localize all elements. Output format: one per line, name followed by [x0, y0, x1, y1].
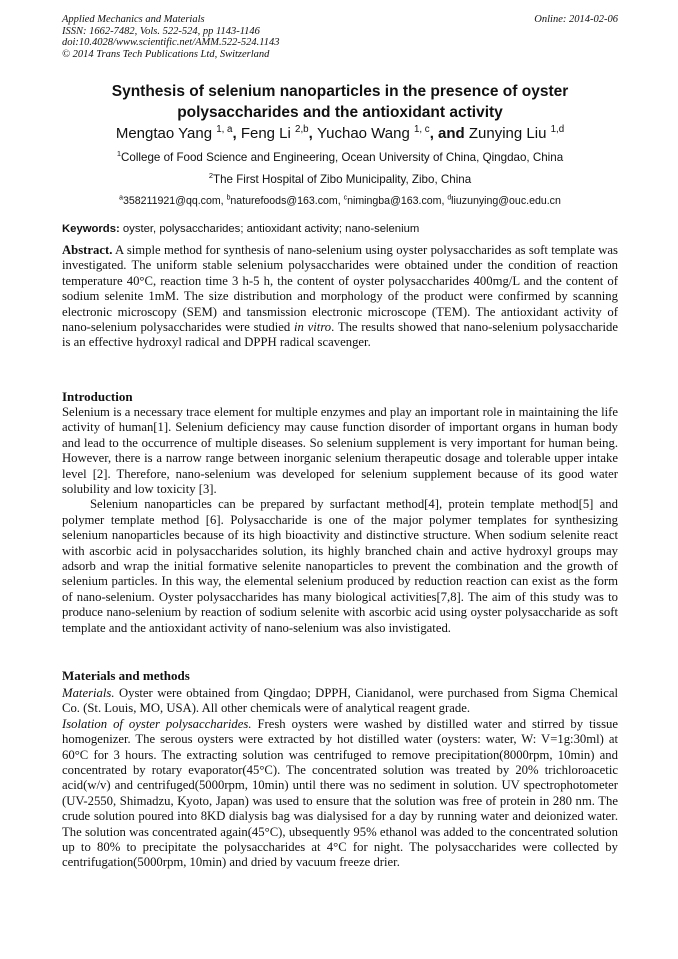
- affiliation-1: [62, 151, 618, 165]
- email-list: [62, 195, 618, 208]
- affiliation-text: College of Food Science and Engineering, Ocean University of China, Qingdao, China: [121, 151, 564, 164]
- journal-header: [62, 14, 618, 60]
- methods-section: [62, 668, 618, 871]
- keywords-text: oyster, polysaccharides; antioxidant activity; nano-selenium: [119, 223, 420, 235]
- email-text: nimingba@163.com,: [347, 195, 448, 207]
- introduction-section: [62, 389, 618, 636]
- abstract: [62, 243, 618, 351]
- journal-name: Applied Mechanics and Materials: [62, 14, 205, 25]
- keywords-label: Keywords:: [62, 223, 120, 235]
- author-list: [62, 125, 618, 143]
- author-name: Feng Li: [240, 125, 291, 142]
- materials-text: Oyster were obtained from Qingdao; DPPH, Cianidanol, were purchased from Sigma Chemical Co. (St. Louis, MO, USA). All other chemicals were of analytical reagent grade.: [62, 686, 618, 716]
- author-separator: ,: [232, 125, 241, 142]
- email-superscript: a: [119, 194, 123, 202]
- online-date: Online: 2014-02-06: [534, 14, 618, 25]
- issn-line: ISSN: 1662-7482, Vols. 522-524, pp 1143-1146: [62, 25, 260, 37]
- abstract-paragraph: [62, 243, 618, 351]
- abstract-italic: in vitro: [294, 320, 332, 335]
- email-superscript: b: [226, 194, 231, 202]
- isolation-label: Isolation of oyster polysaccharides.: [62, 716, 252, 731]
- introduction-heading: Introduction: [62, 389, 133, 404]
- author-separator: , and: [429, 125, 469, 142]
- abstract-text-end: . The results showed that nano-selenium polysaccharide is an effective hydroxyl radical and DPPH radical scavenger.: [62, 320, 618, 350]
- doi-line: doi:10.4028/www.scientific.net/AMM.522-524.1143: [62, 37, 280, 48]
- author-name: Mengtao Yang: [115, 125, 213, 142]
- isolation-text: Fresh oysters were washed by distilled water and stirred by tissue homogenizer. The serous oysters were extracted by hot distilled water (oysters: water, W: V=1g:30ml) at 60°C for 3 hours. The extracting solution was centrifuged to remove precipitation(8000rpm, 10min) and concentrated by rotary evaporator(45°C). The concentrated solution was treated by 20% trichloroacetic acid(w/v) and centrifuged(5000rpm, 10min) until there was no sediment in solution. UV spectrophotometer (UV-2550, Shimadzu, Kyoto, Japan) was used to ensure that the solution was free of protein in 280 nm. The crude solution poured into 8KD dialysis bag was dialysised for a day by running water and deionized water. The solution was concentrated again(45°C), ubsequently 95% ethanol was added to the concentrated solution up to 80% to precipitate the polysaccharides at 4°C for night. The polysaccharides were collected by centrifugation(5000rpm, 10min) and dried by vacuum freeze drier.: [62, 716, 618, 870]
- author-superscript: 2,b: [295, 124, 309, 135]
- methods-heading: Materials and methods: [62, 668, 190, 683]
- email-text: liuzunying@ouc.edu.cn: [451, 195, 561, 207]
- abstract-label: Abstract.: [62, 243, 113, 257]
- affiliation-2: [62, 173, 618, 187]
- author-superscript: 1, c: [413, 124, 430, 135]
- author-superscript: 1, a: [216, 124, 233, 135]
- author-separator: ,: [308, 125, 317, 142]
- email-superscript: d: [447, 194, 452, 202]
- materials-paragraph: [62, 686, 618, 717]
- copyright-line: © 2014 Trans Tech Publications Ltd, Switzerland: [62, 48, 270, 60]
- email-text: naturefoods@163.com,: [230, 195, 344, 207]
- author-superscript: 1,d: [550, 124, 565, 135]
- author-name: Yuchao Wang: [316, 125, 410, 142]
- email-text: 358211921@qq.com,: [122, 195, 227, 207]
- title-line-2: polysaccharides and the antioxidant activity: [177, 104, 503, 121]
- author-name: Zunying Liu: [468, 125, 547, 142]
- abstract-text: A simple method for synthesis of nano-selenium using oyster polysaccharides as soft template was investigated. The uniform stable selenium polysaccharides were obtained under the condition of reaction temperature 40°C, reaction time 3 h-5 h, the content of oyster polysaccharides 400mg/L and the content of sodium selenite 1mM. The size distribution and morphology of the product were confirmed by scanning electronic microscopy (SEM) and tansmission electronic microscope (TEM). The antioxidant activity of nano-selenium polysaccharides were studied: [62, 243, 618, 335]
- introduction-paragraph-2: Selenium nanoparticles can be prepared by surfactant method[4], protein template method[5] and polymer template method [6]. Polysaccharide is one of the major polymer templates for synthesizing selenium nanoparticles because of its high bioactivity and distinctive structure. When sodium selenite react with ascorbic acid in polysaccharides solution, its highly branched chain and active hydroxyl groups may adsorb and wrap the initial formative selenite nanoparticles to prevent the combination and the growth of selenium particles. In this way, the elemental selenium produced by reduction reaction can exist as the form of nano-selenium. Oyster polysaccharides has many biological activities[7,8]. The aim of this study was to produce nano-selenium by reaction of sodium selenite with ascorbic acid using oyster polysaccharide as soft template and the antioxidant activity of nano-selenium was also invistigated.: [62, 497, 618, 635]
- paper-title: [62, 81, 618, 123]
- email-superscript: c: [343, 194, 348, 202]
- affiliation-text: The First Hospital of Zibo Municipality, Zibo, China: [213, 173, 472, 186]
- materials-label: Materials.: [62, 686, 115, 700]
- affiliation-superscript: 1: [116, 149, 122, 159]
- isolation-paragraph: [62, 717, 618, 871]
- keywords: [62, 222, 618, 236]
- affiliation-superscript: 2: [208, 171, 214, 181]
- title-line-1: Synthesis of selenium nanoparticles in the presence of oyster: [111, 83, 569, 100]
- introduction-paragraph-1: Selenium is a necessary trace element for multiple enzymes and play an important role in maintaining the life activity of human[1]. Selenium deficiency may cause function disorder of important organs in human body and lead to the occurrence of multiple diseases. So selenium supplement is very important for human being. However, there is a narrow range between inorganic selenium therapeutic dosage and tolerable upper intake level [2]. Therefore, nano-selenium was developed for selenium supplement because of its good water solubility and low toxicity [3].: [62, 405, 618, 497]
